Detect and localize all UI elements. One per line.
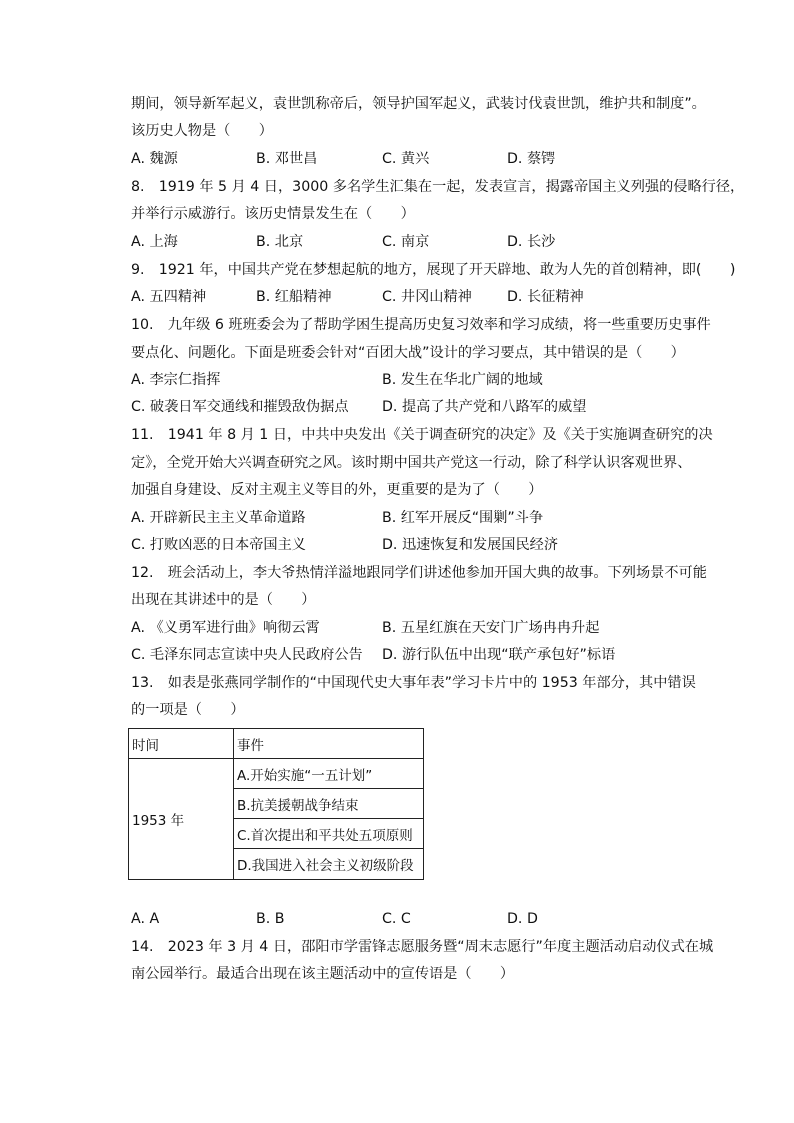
q13-stem-line2: 的一项是（ ） bbox=[131, 702, 245, 718]
q13-option-a[interactable]: A. A bbox=[131, 911, 160, 927]
q12-option-c[interactable]: C. 毛泽东同志宣读中央人民政府公告 bbox=[131, 647, 363, 663]
q10-option-b[interactable]: B. 发生在华北广阔的地域 bbox=[382, 372, 543, 388]
q7-option-d[interactable]: D. 蔡锷 bbox=[507, 151, 556, 167]
q8-option-b[interactable]: B. 北京 bbox=[256, 234, 304, 250]
q8-stem-line1: 8. 1919 年 5 月 4 日，3000 多名学生汇集在一起，发表宣言，揭露帝国主义列强的侵略行径， bbox=[131, 179, 745, 195]
q7-option-b[interactable]: B. 邓世昌 bbox=[256, 151, 318, 167]
q12-option-b[interactable]: B. 五星红旗在天安门广场冉冉升起 bbox=[382, 620, 600, 636]
q8-option-c[interactable]: C. 南京 bbox=[382, 234, 430, 250]
q7-option-c[interactable]: C. 黄兴 bbox=[382, 151, 430, 167]
table-event-c: C.首次提出和平共处五项原则 bbox=[234, 819, 424, 849]
q12-stem-line1: 12. 班会活动上，李大爷热情洋溢地跟同学们讲述他参加开国大典的故事。下列场景不可能 bbox=[131, 565, 707, 581]
q9-stem-line1: 9. 1921 年，中国共产党在梦想起航的地方，展现了开天辟地、敢为人先的首创精神，即( ) bbox=[131, 262, 736, 278]
q13-option-d[interactable]: D. D bbox=[507, 911, 538, 927]
q13-stem-line1: 13. 如表是张燕同学制作的“中国现代史大事年表”学习卡片中的 1953 年部分，其中错误 bbox=[131, 675, 696, 691]
q9-option-a[interactable]: A. 五四精神 bbox=[131, 289, 207, 305]
q8-stem-line2: 并举行示威游行。该历史情景发生在（ ） bbox=[131, 206, 415, 222]
q11-option-a[interactable]: A. 开辟新民主主义革命道路 bbox=[131, 510, 306, 526]
q8-option-a[interactable]: A. 上海 bbox=[131, 234, 178, 250]
q11-stem-line3: 加强自身建设、反对主观主义等目的外，更重要的是为了（ ） bbox=[131, 482, 543, 498]
table-row bbox=[129, 759, 424, 789]
q11-option-d[interactable]: D. 迅速恢复和发展国民经济 bbox=[382, 537, 559, 553]
q8-option-d[interactable]: D. 长沙 bbox=[507, 234, 556, 250]
q11-option-c[interactable]: C. 打败凶恶的日本帝国主义 bbox=[131, 537, 306, 553]
table-event-b: B.抗美援朝战争结束 bbox=[234, 789, 424, 819]
q11-option-b[interactable]: B. 红军开展反“围剿”斗争 bbox=[382, 510, 544, 526]
q9-option-c[interactable]: C. 井冈山精神 bbox=[382, 289, 472, 305]
q12-stem-line2: 出现在其讲述中的是（ ） bbox=[131, 592, 316, 608]
table-year-cell: 1953 年 bbox=[129, 759, 234, 880]
q12-option-d[interactable]: D. 游行队伍中出现“联产承包好”标语 bbox=[382, 647, 616, 663]
q7-stem-line2: 该历史人物是（ ） bbox=[131, 123, 273, 139]
table-event-a: A.开始实施“一五计划” bbox=[234, 759, 424, 789]
q9-option-d[interactable]: D. 长征精神 bbox=[507, 289, 584, 305]
q10-option-d[interactable]: D. 提高了共产党和八路军的威望 bbox=[382, 399, 587, 415]
q10-stem-line2: 要点化、问题化。下面是班委会针对“百团大战”设计的学习要点，其中错误的是（ ） bbox=[131, 345, 685, 361]
q14-stem-line1: 14. 2023 年 3 月 4 日，邵阳市学雷锋志愿服务暨“周末志愿行”年度主题活动启动仪式在城 bbox=[131, 939, 714, 955]
table-header-time: 时间 bbox=[129, 729, 234, 759]
table-event-d: D.我国进入社会主义初级阶段 bbox=[234, 849, 424, 880]
q12-option-a[interactable]: A. 《义勇军进行曲》响彻云霄 bbox=[131, 620, 320, 636]
q7-option-a[interactable]: A. 魏源 bbox=[131, 151, 178, 167]
q7-stem-line1: 期间，领导新军起义，袁世凯称帝后，领导护国军起义，武装讨伐袁世凯，维护共和制度”。 bbox=[131, 96, 706, 112]
q11-stem-line2: 定》，全党开始大兴调查研究之风。该时期中国共产党这一行动，除了科学认识客观世界、 bbox=[131, 455, 692, 471]
q13-option-b[interactable]: B. B bbox=[256, 911, 285, 927]
table-header-row bbox=[129, 729, 424, 759]
q13-option-c[interactable]: C. C bbox=[382, 911, 411, 927]
q11-stem-line1: 11. 1941 年 8 月 1 日，中共中央发出《关于调查研究的决定》及《关于实施调查研究的决 bbox=[131, 427, 713, 443]
q10-option-c[interactable]: C. 破袭日军交通线和摧毁敌伪据点 bbox=[131, 399, 349, 415]
q9-option-b[interactable]: B. 红船精神 bbox=[256, 289, 332, 305]
q10-stem-line1: 10. 九年级 6 班班委会为了帮助学困生提高历史复习效率和学习成绩，将一些重要历史事件 bbox=[131, 317, 711, 333]
q10-option-a[interactable]: A. 李宗仁指挥 bbox=[131, 372, 221, 388]
table-header-event: 事件 bbox=[234, 729, 424, 759]
events-table bbox=[128, 728, 424, 880]
q14-stem-line2: 南公园举行。最适合出现在该主题活动中的宣传语是（ ） bbox=[131, 966, 515, 982]
